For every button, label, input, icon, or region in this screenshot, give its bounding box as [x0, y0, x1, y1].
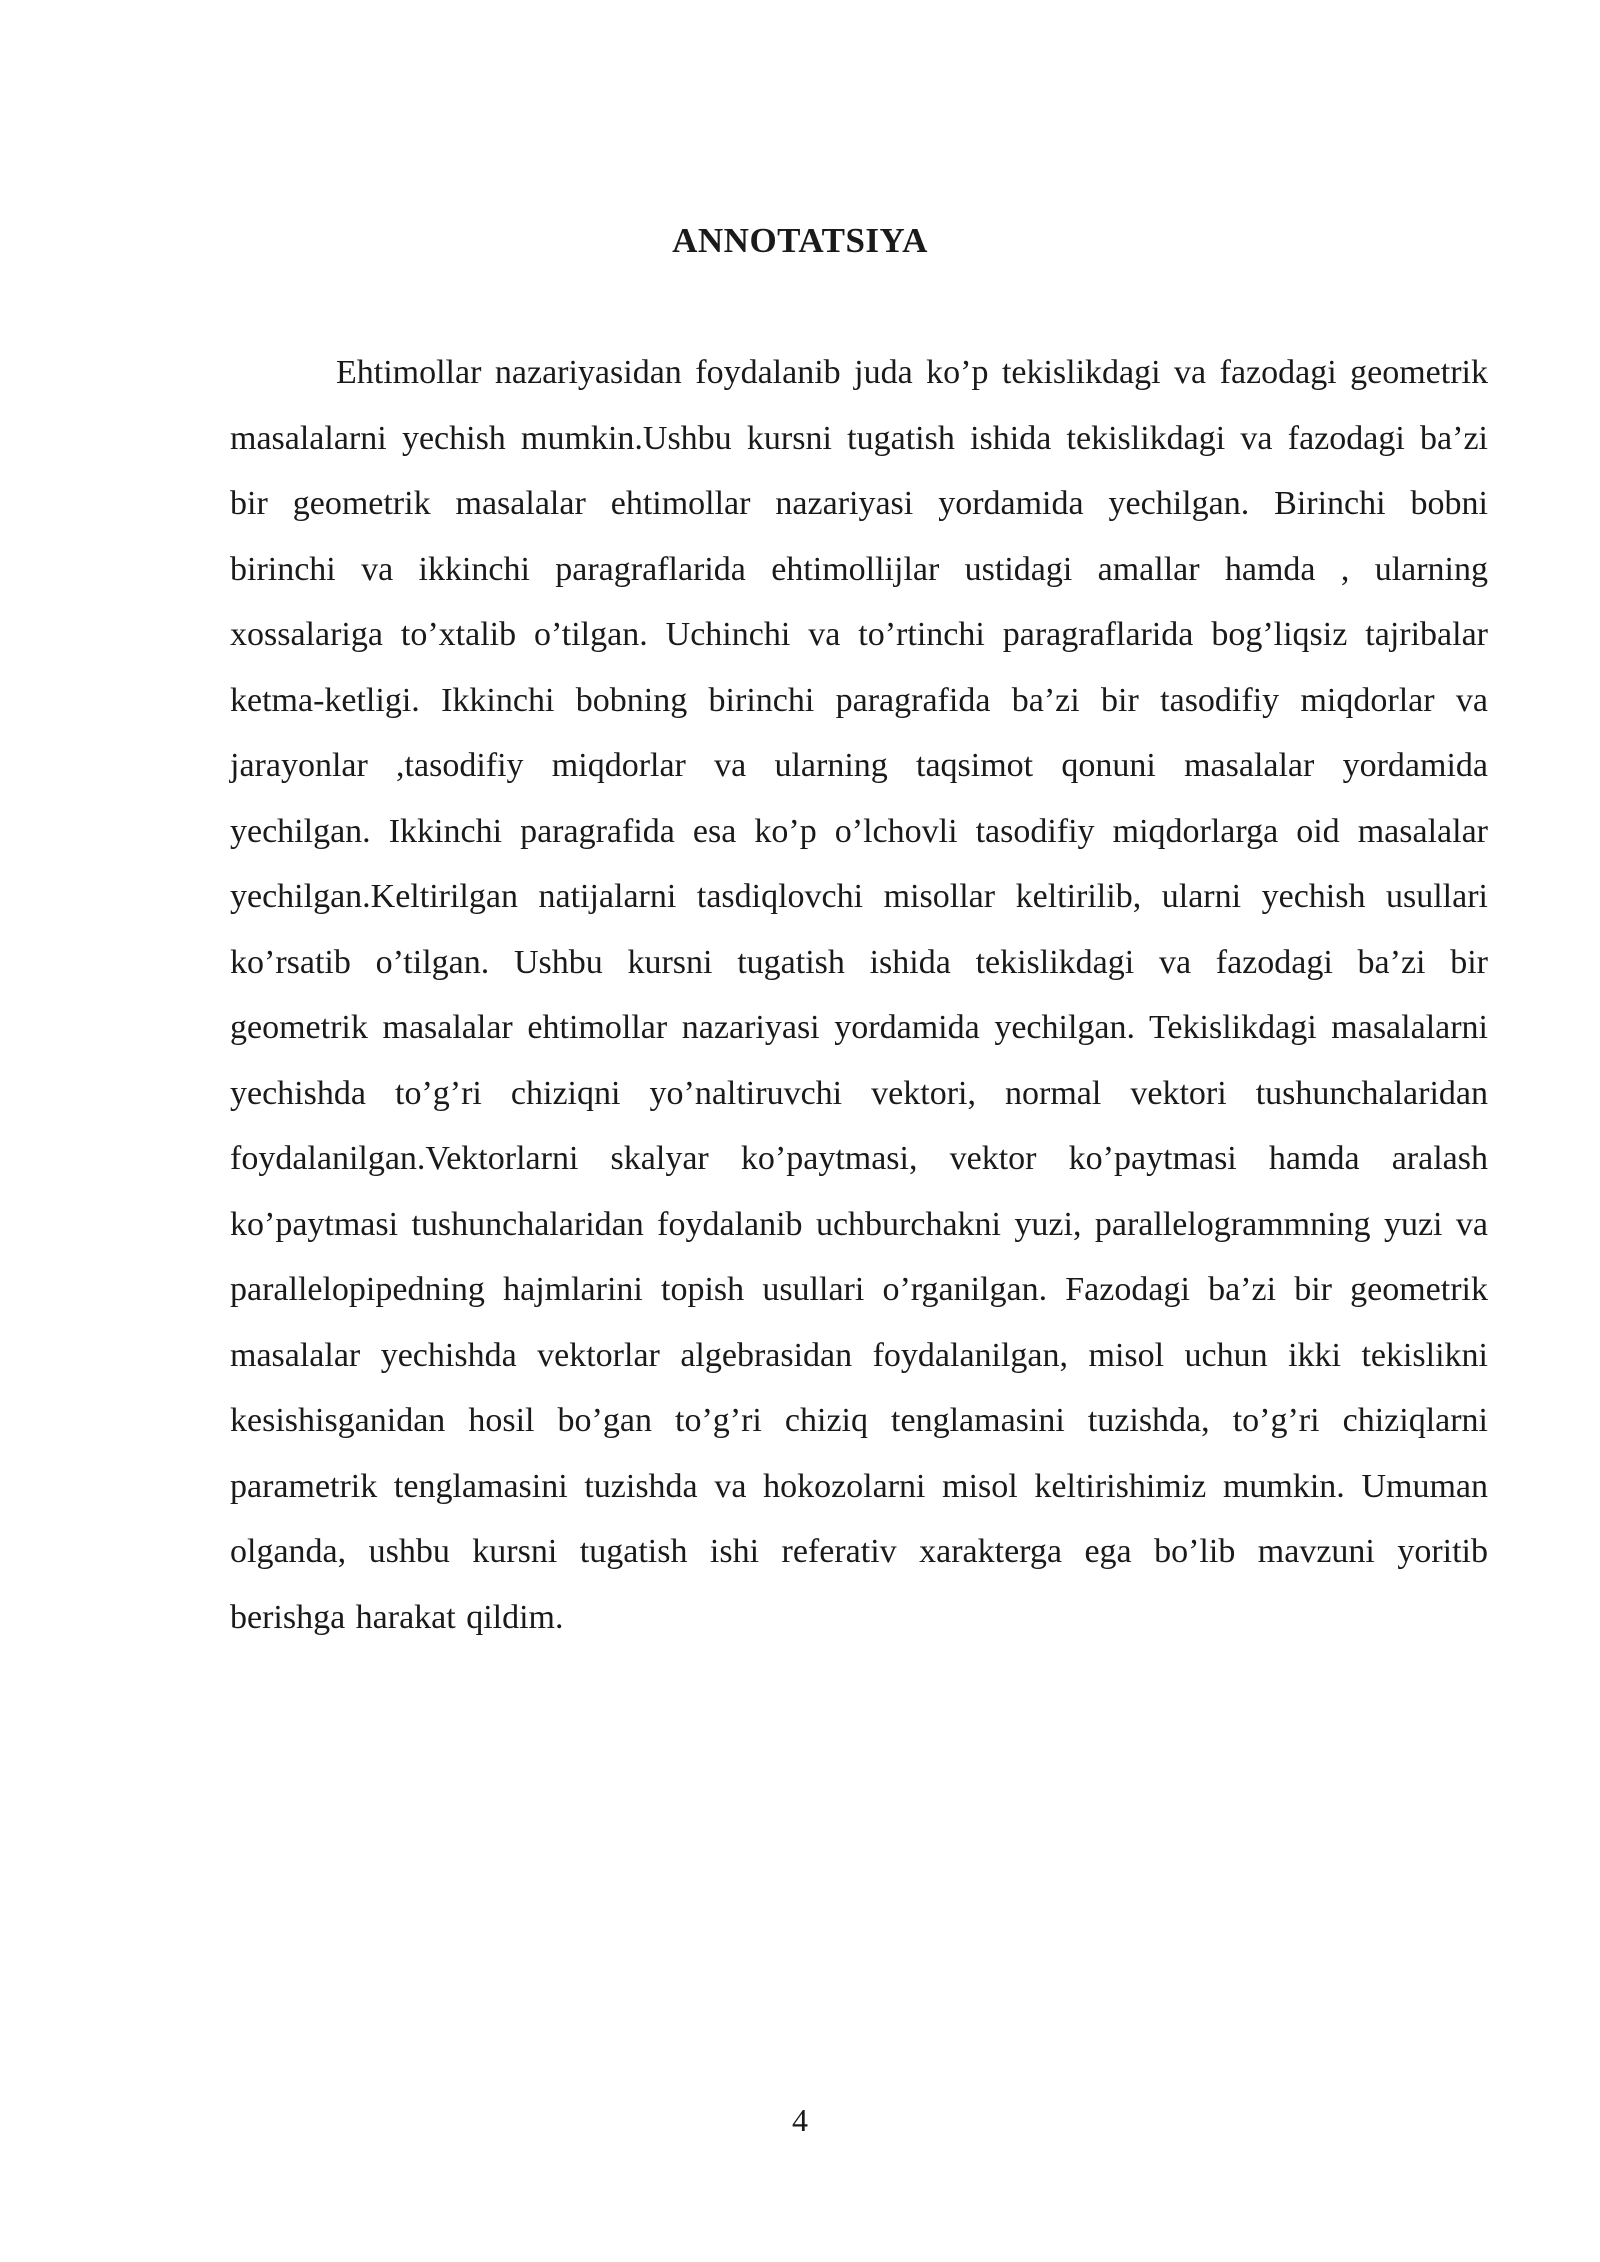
- annotation-paragraph: Ehtimollar nazariyasidan foydalanib juda ko’p tekislikdagi va fazodagi geometrik masalalarni yechish mumkin.Ushbu kursni tugatish ishida tekislikdagi va fazodagi ba’zi bir geometrik masalalar ehtimollar nazariyasi yordamida yechilgan. Birinchi bobni birinchi va ikkinchi paragraflarida ehtimollijlar ustidagi amallar hamda , ularning xossalariga to’xtalib o’tilgan. Uchinchi va to’rtinchi paragraflarida bog’liqsiz tajribalar ketma-ketligi. Ikkinchi bobning birinchi paragrafida ba’zi bir tasodifiy miqdorlar va jarayonlar ,tasodifiy miqdorlar va ularning taqsimot qonuni masalalar yordamida yechilgan. Ikkinchi paragrafida esa ko’p o’lchovli tasodifiy miqdorlarga oid masalalar yechilgan.Keltirilgan natijalarni tasdiqlovchi misollar keltirilib, ularni yechish usullari ko’rsatib o’tilgan. Ushbu kursni tugatish ishida tekislikdagi va fazodagi ba’zi bir geometrik masalalar ehtimollar nazariyasi yordamida yechilgan. Tekislikdagi masalalarni yechishda to’g’ri chiziqni yo’naltiruvchi vektori, normal vektori tushunchalaridan foydalanilgan.Vektorlarni skalyar ko’paytmasi, vektor ko’paytmasi hamda aralash ko’paytmasi tushunchalaridan foydalanib uchburchakni yuzi, parallelogrammning yuzi va parallelopipedning hajmlarini topish usullari o’rganilgan. Fazodagi ba’zi bir geometrik masalalar yechishda vektorlar algebrasidan foydalanilgan, misol uchun ikki tekislikni kesishisganidan hosil bo’gan to’g’ri chiziq tenglamasini tuzishda, to’g’ri chiziqlarni parametrik tenglamasini tuzishda va hokozolarni misol keltirishimiz mumkin. Umuman olganda, ushbu kursni tugatish ishi referativ xarakterga ega bo’lib mavzuni yoritib berishga harakat qildim.: [230, 354, 1488, 1636]
- page-title: ANNOTATSIYA: [672, 221, 928, 260]
- page-number: 4: [792, 2102, 808, 2138]
